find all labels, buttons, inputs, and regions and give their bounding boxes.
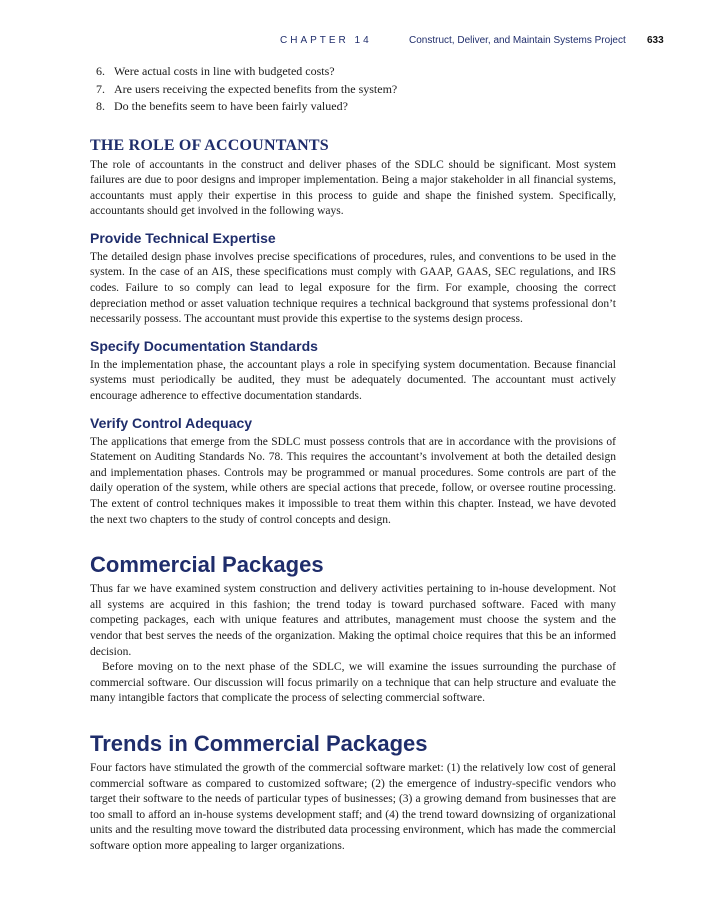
role-intro-paragraph: The role of accountants in the construct and deliver phases of the SDLC should be significant. Most system failures are due to poor designs and improper implementation. Being a major stakeholder in all financial systems, accountants must apply their expertise in this process to guide and shape the finished system. Specifically, accountants should get involved in the following ways. [90, 158, 616, 218]
commercial-paragraph-2: Before moving on to the next phase of the SDLC, we will examine the issues surrounding the purchase of commercial software. Our discussion will focus primarily on a technique that can help structure and evaluate the many intangible factors that complicate the process of selecting commercial software. [90, 661, 616, 705]
documentation-standards-paragraph: In the implementation phase, the accountant plays a role in specifying system documentation. Because financial systems must periodically be audited, they must be adequately documented. The accountant must actively encourage adherence to effective documentation standards. [90, 358, 616, 403]
page-number: 633 [647, 35, 664, 46]
list-item-text: Are users receiving the expected benefits from the system? [114, 81, 398, 96]
list-item-number: 7. [96, 81, 105, 96]
trends-paragraph: Four factors have stimulated the growth of the commercial software market: (1) the relatively low cost of general commercial software as compared to customized software; (2) the emergence of industry-specific vendors who target their software to the needs of particular types of businesses; (3) a growing demand from businesses that are too small to afford an in-house systems development staff; and (4) the trend toward downsizing of organizational units and the resulting move toward the distributed data processing environment, which has made the commercial software option more appealing to larger organizations. [90, 761, 616, 852]
technical-expertise-paragraph: The detailed design phase involves precise specifications of procedures, rules, and conventions to be used in the system. In the case of an AIS, these specifications must comply with GAAP, GAAS, SEC regulations, and IRS codes. Failure to so comply can lead to legal exposure for the firm. For example, choosing the correct depreciation method or asset valuation technique requires a technical background that systems professional don’t necessarily possess. The accountant must provide this expertise to the systems design process. [90, 250, 616, 326]
list-item [90, 98, 616, 116]
page-body [90, 63, 616, 855]
subheading-control-adequacy: Verify Control Adequacy [90, 414, 253, 431]
list-item-number: 8. [96, 99, 105, 113]
chapter-label: CHAPTER 14 [280, 35, 372, 46]
section-heading-trends: Trends in Commercial Packages [90, 730, 428, 756]
review-questions-list [90, 63, 616, 116]
running-header [0, 35, 719, 51]
section-heading-role-of-accountants: THE ROLE OF ACCOUNTANTS [90, 136, 329, 154]
control-adequacy-paragraph: The applications that emerge from the SDLC must possess controls that are in accordance with the provisions of Statement on Auditing Standards No. 78. This requires the accountant’s involvement at both the detailed design and implementation phases. Controls may be programmed or manual procedures. Some controls are part of the daily operation of the system, while others are special actions that precede, follow, or oversee routine processing. The extent of control techniques makes it impossible to treat them within this chapter. Instead, we have devoted the next two chapters to the study of control concepts and design. [90, 435, 616, 526]
section-heading-commercial-packages: Commercial Packages [90, 552, 324, 578]
chapter-title: Construct, Deliver, and Maintain Systems Project [409, 35, 626, 46]
list-item [90, 81, 616, 99]
list-item-text: Were actual costs in line with budgeted costs? [114, 64, 335, 78]
list-item [90, 63, 616, 81]
subheading-documentation-standards: Specify Documentation Standards [90, 337, 318, 354]
list-item-number: 6. [96, 64, 105, 78]
subheading-technical-expertise: Provide Technical Expertise [90, 229, 276, 246]
commercial-paragraph-1: Thus far we have examined system construction and delivery activities pertaining to in-house development. Not all systems are acquired in this fashion; the trend today is toward purchased software. Faced with many competing packages, each with unique features and attributes, management must choose the system and the vendor that best serves the needs of the organization. Making the optimal choice requires that this be an informed decision. [90, 583, 616, 658]
list-item-text: Do the benefits seem to have been fairly valued? [114, 99, 348, 113]
